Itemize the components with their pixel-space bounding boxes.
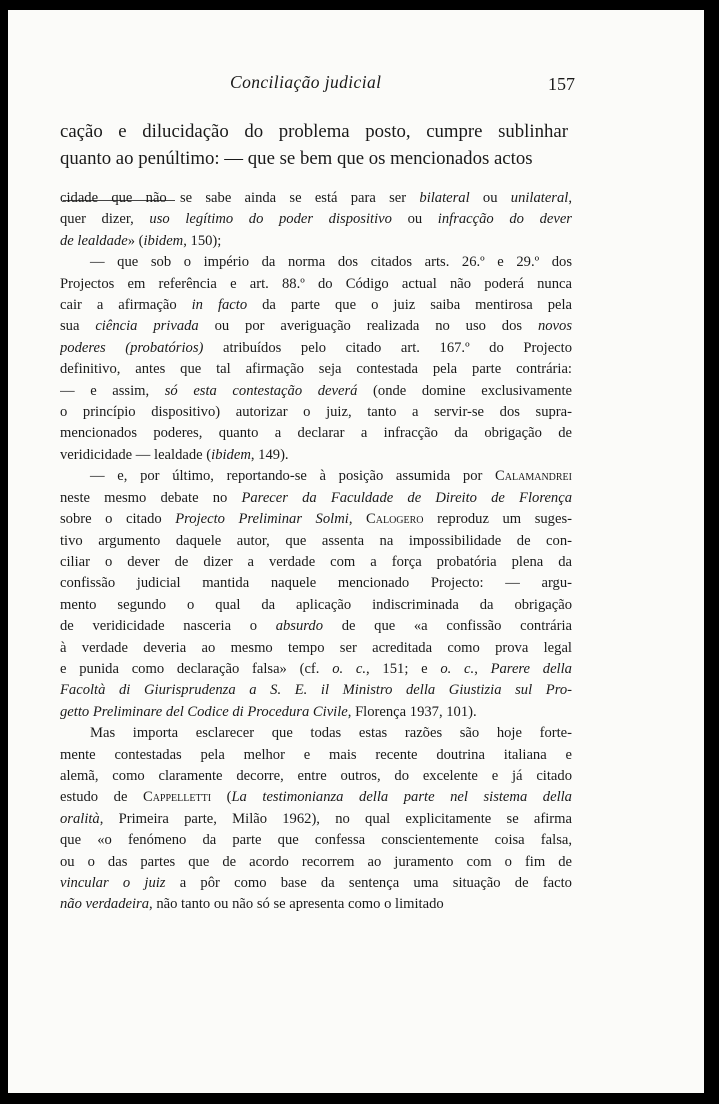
book-page [8, 10, 704, 1093]
footnote-line: à verdade deveria ao mesmo tempo ser acreditada como prova legal [60, 639, 572, 656]
footnote-line: Facoltà di Giurisprudenza a S. E. il Ministro della Giustizia sul Pro- [60, 682, 572, 699]
footnote-line: ou o das partes que de acordo recorrem ao juramento com o fim de [60, 853, 572, 870]
page-header [8, 72, 704, 98]
footnote-line: poderes (probatórios) atribuídos pelo citado art. 167.º do Projecto [60, 339, 572, 356]
footnote-line: confissão judicial mantida naquele mencionado Projecto: — argu- [60, 575, 572, 592]
footnote-line: — e assim, só esta contestação deverá (onde domine exclusivamente [60, 382, 572, 399]
footnote-line: mencionados poderes, quanto a declarar a infracção da obrigação de [60, 425, 572, 442]
footnote-line: não verdadeira, não tanto ou não só se apresenta como o limitado [60, 896, 444, 913]
footnote-line: vincular o juiz a pôr como base da sentença uma situação de facto [60, 875, 572, 891]
footnote-line: quer dizer, uso legítimo do poder dispositivo ou infracção do dever [60, 211, 572, 228]
footnote-line: oralità, Primeira parte, Milão 1962), no qual explicitamente se afirma [60, 810, 572, 827]
footnote-line: que «o fenómeno da parte que confessa conscientemente coisa falsa, [60, 832, 572, 849]
footnote-line: ciliar o dever de dizer a verdade com a força probatória plena da [60, 553, 572, 570]
footnote-line: alemã, como claramente decorre, entre outros, do excelente e já citado [60, 767, 572, 784]
footnote-line: — que sob o império da norma dos citados arts. 26.º e 29.º dos [90, 254, 572, 271]
footnote-line: sobre o citado Projecto Preliminar Solmi, Calogero reproduz um suges- [60, 511, 572, 528]
footnote-line: mente contestadas pela melhor e mais recente doutrina italiana e [60, 746, 572, 763]
footnote-line: Mas importa esclarecer que todas estas razões são hoje forte- [90, 725, 572, 742]
main-text [60, 118, 568, 172]
footnote-text [60, 188, 572, 916]
footnote-line: cidade que não se sabe ainda se está para ser bilateral ou unilateral, [60, 190, 572, 206]
main-text-line: quanto ao penúltimo: — que se bem que os mencionados actos [60, 148, 533, 169]
footnote-line: veridicidade — lealdade (ibidem, 149). [60, 446, 289, 463]
footnote-line: estudo de Cappelletti (La testimonianza della parte nel sistema della [60, 789, 572, 806]
footnote-line: cair a afirmação in facto da parte que o juiz saiba mentirosa pela [60, 297, 572, 314]
footnote-line: tivo argumento daquele autor, que assenta na impossibilidade de con- [60, 532, 572, 549]
footnote-line: o princípio dispositivo) autorizar o juiz, tanto a servir-se dos supra- [60, 404, 572, 421]
footnote-line: definitivo, antes que tal afirmação seja contestada pela parte contrária: [60, 361, 572, 378]
running-title: Conciliação judicial [230, 72, 382, 92]
footnote-line: de veridicidade nasceria o absurdo de que «a confissão contrária [60, 618, 572, 635]
footnote-line: neste mesmo debate no Parecer da Faculdade de Direito de Florença [60, 489, 572, 506]
footnote-line: sua ciência privada ou por averiguação realizada no uso dos novos [60, 318, 572, 335]
footnote-line: mento segundo o qual da aplicação indiscriminada da obrigação [60, 596, 572, 613]
footnote-line: de lealdade» (ibidem, 150); [60, 232, 222, 249]
page-number: 157 [548, 74, 575, 94]
footnote-line: e punida como declaração falsa» (cf. o. c., 151; e o. c., Parere della [60, 660, 572, 677]
footnote-line: Projectos em referência e art. 88.º do Código actual não poderá nunca [60, 275, 572, 292]
footnote-line: — e, por último, reportando-se à posição assumida por Calamandrei [90, 468, 572, 485]
footnote-line: getto Preliminare del Codice di Procedura Civile, Florença 1937, 101). [60, 703, 477, 720]
main-text-line: cação e dilucidação do problema posto, cumpre sublinhar [60, 121, 568, 142]
